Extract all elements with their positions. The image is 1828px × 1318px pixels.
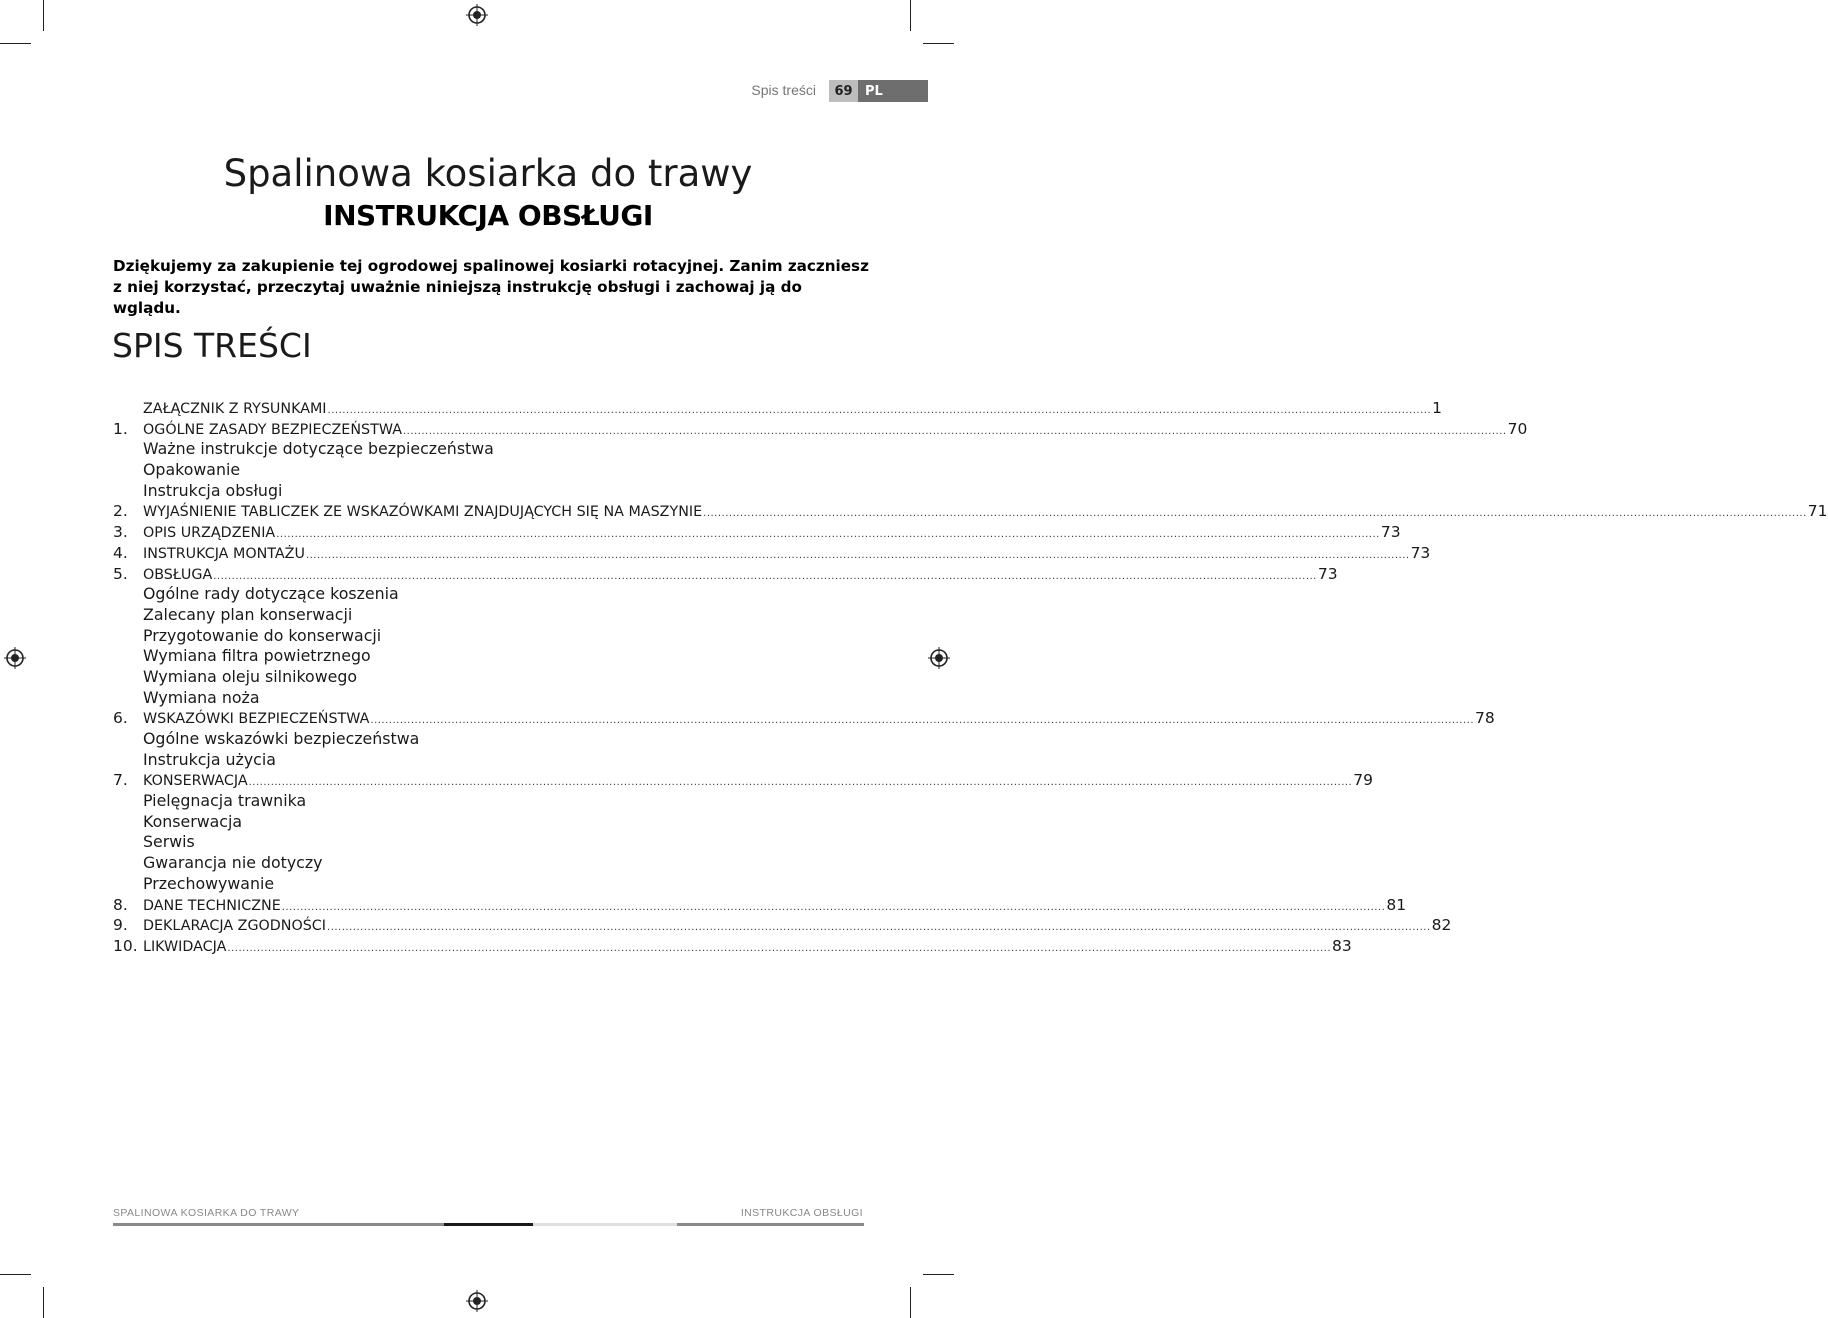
toc-entry-label: Opakowanie	[143, 460, 241, 480]
toc-entry-page: 79	[1353, 771, 1373, 790]
toc-entry-page: 81	[1386, 895, 1407, 914]
toc-entry	[113, 708, 1495, 729]
toc-entry-number: 5.	[113, 564, 128, 583]
toc-entry-label: Ważne instrukcje dotyczące bezpieczeństwa	[143, 439, 494, 459]
toc-dot-leader: ............................................................................................................................................................................................................................................................................................................	[227, 942, 1332, 954]
registration-mark-icon	[928, 647, 950, 669]
toc-entry	[113, 688, 859, 709]
crop-mark	[923, 43, 954, 44]
toc-entry	[113, 584, 859, 605]
toc-entry	[113, 874, 859, 895]
toc-entry	[113, 419, 1528, 440]
toc-entry-number: 4.	[113, 543, 128, 562]
toc-entry-label: WSKAZÓWKI BEZPIECZEŃSTWA	[143, 711, 370, 728]
toc-entry-page: 1	[1432, 399, 1443, 417]
toc-entry-label: Serwis	[143, 832, 195, 852]
toc-entry-label: Konserwacja	[143, 811, 243, 831]
toc-entry-label: Przygotowanie do konserwacji	[143, 625, 382, 645]
toc-dot-leader: ............................................................................................................................................................................................................................................................................................................	[305, 549, 1410, 561]
toc-dot-leader: ............................................................................................................................................................................................................................................................................................................	[213, 570, 1317, 582]
toc-heading: SPIS TREŚCI	[112, 326, 312, 365]
toc-entry-label: OPIS URZĄDZENIA	[143, 525, 276, 542]
toc-entry	[113, 398, 1443, 419]
registration-mark-icon	[466, 4, 488, 26]
toc-entry-label: Gwarancja nie dotyczy	[143, 853, 323, 873]
toc-dot-leader: ............................................................................................................................................................................................................................................................................................................	[327, 922, 1431, 934]
toc-entry-label: Wymiana oleju silnikowego	[143, 666, 358, 686]
toc-entry-page: 73	[1380, 523, 1401, 542]
toc-entry	[113, 791, 859, 812]
toc-entry-page: 83	[1332, 936, 1352, 955]
header-section-title: Spis treści	[751, 82, 816, 98]
toc-entry	[113, 481, 859, 502]
footer-bar-segment	[677, 1223, 864, 1226]
toc-entry	[113, 646, 859, 667]
document-subtitle: INSTRUKCJA OBSŁUGI	[323, 199, 653, 232]
crop-mark	[43, 1287, 44, 1318]
intro-paragraph: Dziękujemy za zakupienie tej ogrodowej spalinowej kosiarki rotacyjnej. Zanim zaczniesz z niej korzystać, przeczytaj uważnie niniejszą instrukcję obsługi i zachowaj ją do wglądu.	[113, 257, 869, 317]
footer-bar-segment	[533, 1223, 677, 1226]
toc-entry-label: DEKLARACJA ZGODNOŚCI	[143, 918, 327, 935]
toc-entry	[113, 812, 859, 833]
toc-entry-number: 7.	[113, 771, 128, 790]
table-of-contents	[113, 398, 1828, 957]
toc-entry-label: WYJAŚNIENIE TABLICZEK ZE WSKAZÓWKAMI ZNAJDUJĄCYCH SIĘ NA MASZYNIE	[143, 504, 703, 521]
toc-entry	[113, 605, 859, 626]
toc-entry-label: Wymiana noża	[143, 687, 260, 707]
toc-entry-number: 6.	[113, 709, 128, 728]
toc-entry	[113, 750, 859, 771]
toc-entry-number: 10.	[113, 936, 138, 955]
toc-entry-number: 3.	[113, 523, 128, 542]
toc-entry	[113, 543, 1431, 564]
toc-entry-label: Wymiana filtra powietrznego	[143, 646, 371, 666]
crop-mark	[910, 1287, 911, 1318]
toc-entry	[113, 770, 1373, 791]
toc-entry	[113, 895, 1407, 916]
footer-bar-segment	[113, 1223, 444, 1226]
toc-entry	[113, 853, 859, 874]
toc-entry-page: 71	[1807, 502, 1828, 521]
toc-dot-leader: ............................................................................................................................................................................................................................................................................................................	[281, 901, 1386, 913]
toc-dot-leader: ............................................................................................................................................................................................................................................................................................................	[276, 529, 1380, 541]
toc-entry-page: 70	[1507, 419, 1528, 438]
footer-bar-segment	[444, 1223, 533, 1226]
toc-entry-label: Instrukcja użycia	[143, 749, 276, 769]
toc-entry-label: KONSERWACJA	[143, 773, 248, 790]
footer-right-text: INSTRUKCJA OBSŁUGI	[740, 1207, 863, 1219]
header-language-badge: PL	[858, 80, 928, 102]
toc-entry	[113, 832, 859, 853]
toc-entry-label: Ogólne wskazówki bezpieczeństwa	[143, 729, 420, 748]
toc-entry-label: LIKWIDACJA	[143, 938, 227, 955]
toc-entry	[113, 564, 1338, 585]
header-page-number: 69	[829, 80, 858, 102]
toc-entry	[113, 915, 1452, 936]
toc-entry-number: 2.	[113, 502, 128, 521]
toc-dot-leader: ............................................................................................................................................................................................................................................................................................................	[248, 777, 1353, 789]
registration-mark-icon	[466, 1290, 488, 1312]
toc-entry	[113, 936, 1352, 957]
toc-dot-leader: ............................................................................................................................................................................................................................................................................................................	[327, 405, 1432, 416]
crop-mark	[43, 0, 44, 31]
toc-entry-label: INSTRUKCJA MONTAŻU	[143, 545, 305, 562]
footer-left-text: SPALINOWA KOSIARKA DO TRAWY	[113, 1207, 300, 1219]
toc-entry	[113, 667, 859, 688]
crop-mark	[0, 43, 31, 44]
toc-dot-leader: ............................................................................................................................................................................................................................................................................................................	[703, 508, 1807, 520]
toc-entry-number: 1.	[113, 419, 128, 438]
toc-dot-leader: ............................................................................................................................................................................................................................................................................................................	[402, 425, 1507, 437]
toc-dot-leader: ............................................................................................................................................................................................................................................................................................................	[370, 715, 1475, 727]
toc-entry-label: Ogólne rady dotyczące koszenia	[143, 584, 399, 604]
toc-entry-label: OBSŁUGA	[143, 566, 213, 583]
toc-entry-page: 78	[1475, 709, 1495, 728]
toc-entry	[113, 729, 859, 750]
toc-entry-label: Przechowywanie	[143, 873, 275, 893]
toc-entry-number: 9.	[113, 916, 128, 935]
crop-mark	[923, 1274, 954, 1275]
registration-mark-icon	[4, 647, 26, 669]
toc-entry-label: OGÓLNE ZASADY BEZPIECZEŃSTWA	[143, 421, 402, 438]
toc-entry-page: 73	[1317, 564, 1338, 583]
crop-mark	[910, 0, 911, 31]
toc-entry	[113, 626, 859, 647]
toc-entry	[113, 460, 859, 481]
document-title: Spalinowa kosiarka do trawy	[223, 152, 753, 195]
toc-entry	[113, 501, 1828, 522]
toc-entry-label: DANE TECHNICZNE	[143, 897, 281, 914]
toc-entry-number: 8.	[113, 895, 128, 914]
toc-entry-page: 73	[1410, 543, 1431, 562]
toc-entry-label: Instrukcja obsługi	[143, 480, 283, 500]
toc-entry-page: 82	[1431, 916, 1452, 935]
crop-mark	[0, 1274, 31, 1275]
toc-entry	[113, 439, 859, 460]
toc-entry	[113, 522, 1401, 543]
toc-entry-label: Pielęgnacja trawnika	[143, 791, 307, 811]
toc-entry-label: ZAŁĄCZNIK Z RYSUNKAMI	[143, 401, 327, 417]
toc-entry-label: Zalecany plan konserwacji	[143, 604, 353, 624]
